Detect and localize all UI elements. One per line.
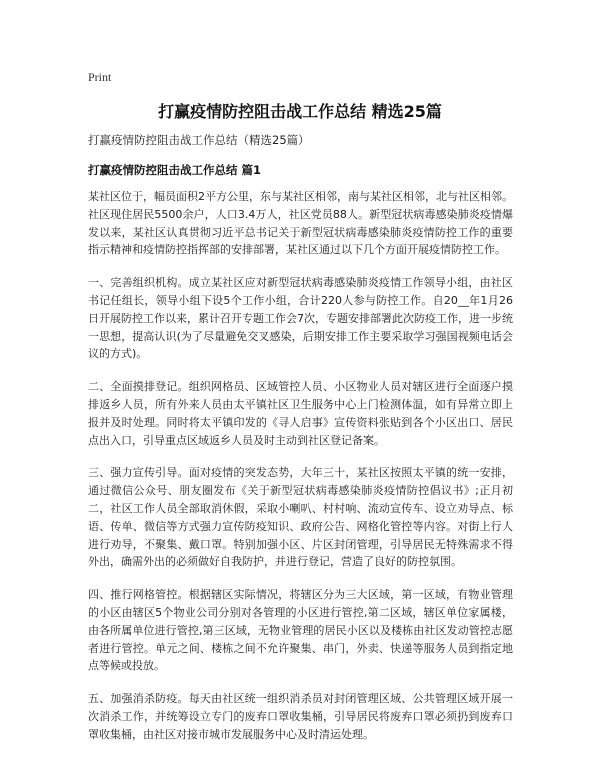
- paragraph-organization: 一、完善组织机构。成立某社区应对新型冠状病毒感染肺炎疫情工作领导小组，由社区书记任组长，领导小组下设5个工作小组，合计220人参与防控工作。自20__年1月26日开展防控工作以来，累计召开专题工作会7次，专题安排部署此次防疫工作，进一步统一思想，提高认识(为了尽量避免交叉感染，后期安排工作主要采取学习强国视频电话会议的方式)。: [88, 276, 513, 361]
- page-title: 打赢疫情防控阻击战工作总结 精选25篇: [158, 102, 442, 121]
- paragraph-publicity: 三、强力宣传引导。面对疫情的突发态势，大年三十，某社区按照太平镇的统一安排，通过微信公众号、朋友圈发布《关于新型冠状病毒感染肺炎疫情防控倡议书》;正月初二，社区工作人员全部取消休假，采取小喇叭、村村响、流动宣传车、设立劝导点、标语、传单、微信等方式强力宣传防疫知识、政府公告、网格化管控等内容。对街上行人进行劝导，不聚集、戴口罩。特别加强小区、片区封闭管理，引导居民无特殊需求不得外出，确需外出的必须做好自我防护，并进行登记，营造了良好的防控氛围。: [88, 466, 513, 569]
- paragraph-grid-control: 四、推行网格管控。根据辖区实际情况，将辖区分为三大区域，第一区域，有物业管理的小区由辖区5个物业公司分别对各管理的小区进行管控,第二区域，辖区单位家属楼，由各所属单位进行管控,第三区域，无物业管理的居民小区以及楼栋由社区发动管控志愿者进行管控。单元之间、楼栋之间不允许聚集、串门，外卖、快递等服务人员到指定地点等候或投放。: [88, 588, 513, 673]
- section-heading: 打赢疫情防控阻击战工作总结 篇1: [88, 163, 262, 177]
- paragraph-intro: 某社区位于，幅员面积2平方公里，东与某社区相邻，南与某社区相邻，北与社区相邻。社区现住居民5500余户，人口3.4万人，社区党员88人。新型冠状病毒感染肺炎疫情爆发以来，某社区认真贯彻习近平总书记关于新型冠状病毒感染肺炎疫情防控工作的重要指示精神和疫情防控指挥部的安排部署，某社区通过以下几个方面开展疫情防控工作。: [88, 190, 513, 257]
- document-body: [88, 188, 513, 759]
- paragraph-disinfection: 五、加强消杀防疫。每天由社区统一组织消杀员对封闭管理区域、公共管理区域开展一次消杀工作，并统筹设立专门的废弃口罩收集桶，引导居民将废弃口罩必须扔到废弃口罩收集桶，由社区对接市城市发展服务中心及时清运处理。: [88, 692, 513, 741]
- document-subtitle: 打赢疫情防控阻击战工作总结（精选25篇）: [88, 133, 310, 147]
- print-link[interactable]: Print: [88, 70, 112, 84]
- paragraph-registration: 二、全面摸排登记。组织网格员、区域管控人员、小区物业人员对辖区进行全面逐户摸排返乡人员，所有外来人员由太平镇社区卫生服务中心上门检测体温，如有异常立即上报并及时处理。同时将太平镇印发的《寻人启事》宣传资料张贴到各个小区出口、居民点出入口，引导重点区域返乡人员及时主动到社区登记备案。: [88, 380, 513, 447]
